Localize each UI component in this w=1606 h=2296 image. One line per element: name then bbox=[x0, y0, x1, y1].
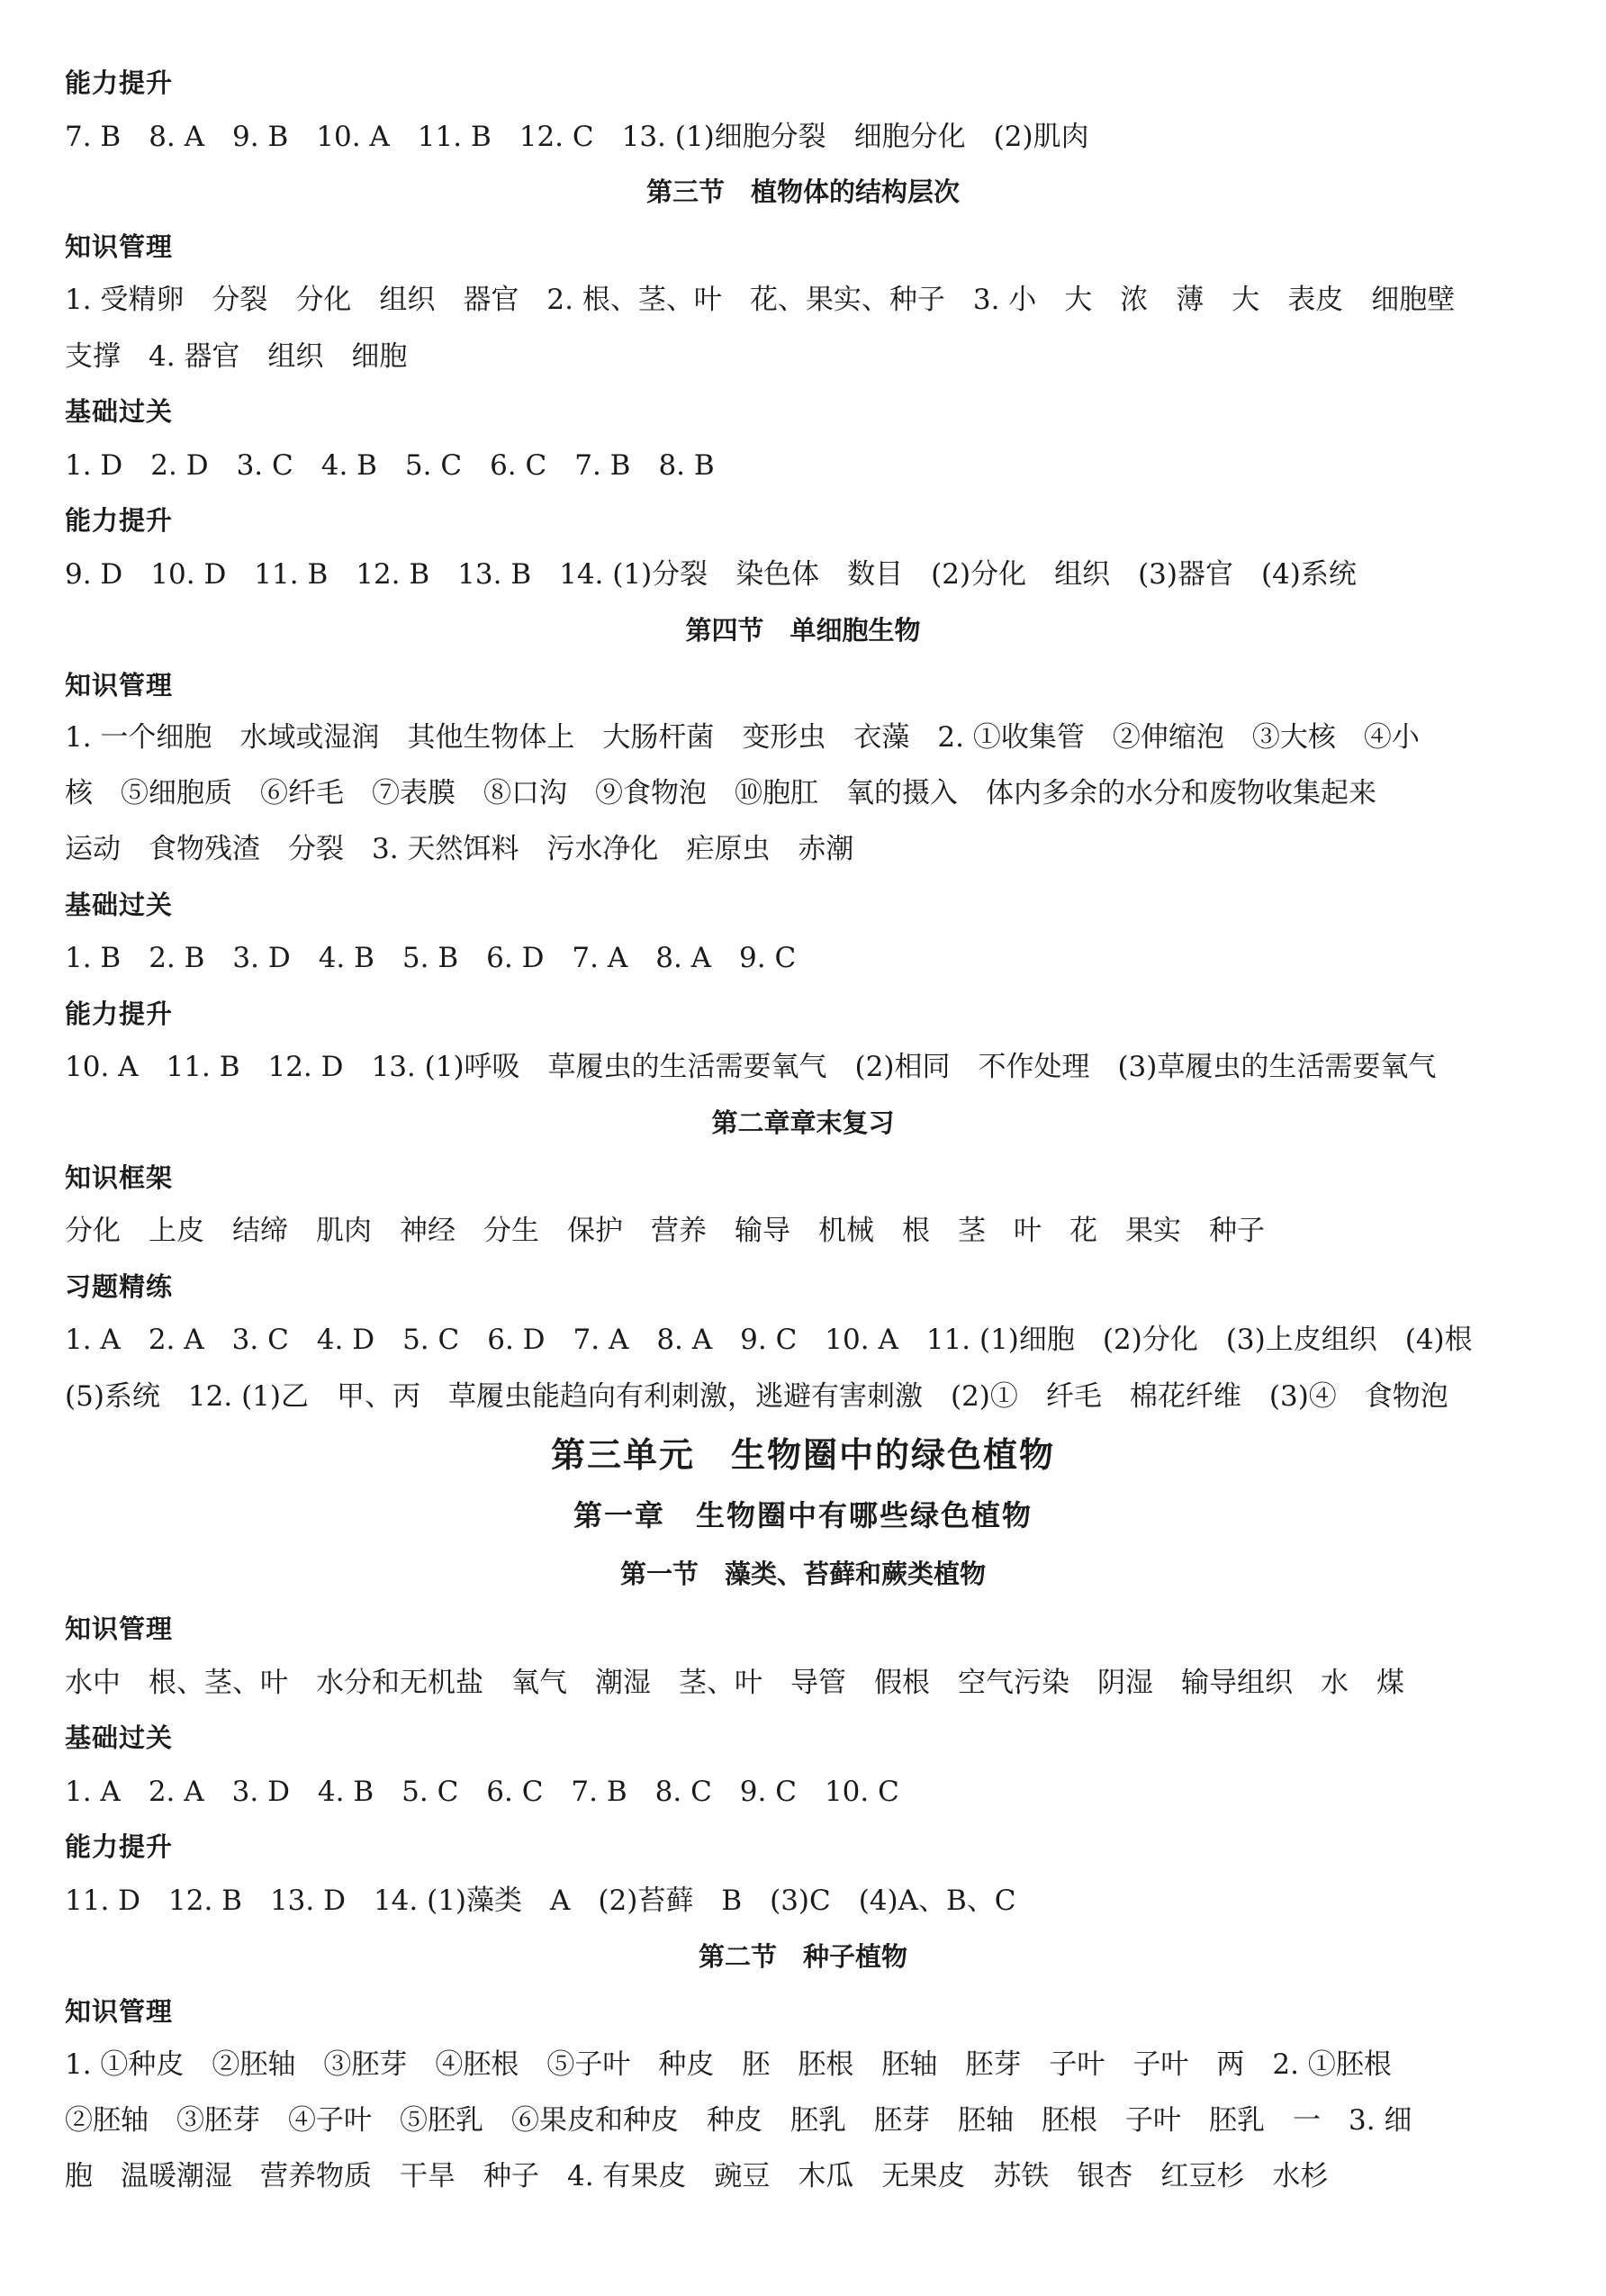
heading-practice: 习题精练 bbox=[65, 1271, 174, 1302]
section-title: 第三节 植物体的结构层次 bbox=[645, 176, 960, 207]
chapter-title: 第一章 生物圈中有哪些绿色植物 bbox=[573, 1498, 1033, 1532]
heading-knowledge-management: 知识管理 bbox=[65, 1996, 174, 2027]
heading-basic-test: 基础过关 bbox=[65, 396, 174, 427]
answer-line: 核 ⑤细胞质 ⑥纤毛 ⑦表膜 ⑧口沟 ⑨食物泡 ⑩胞肛 氧的摄入 体内多余的水分和废物收集起来 bbox=[65, 777, 1376, 809]
answer-line: ②胚轴 ③胚芽 ④子叶 ⑤胚乳 ⑥果皮和种皮 种皮 胚乳 胚芽 胚轴 胚根 子叶 胚乳 一 3. 细 bbox=[65, 2104, 1412, 2137]
answer-line: 水中 根、茎、叶 水分和无机盐 氧气 潮湿 茎、叶 导管 假根 空气污染 阴湿 输导组织 水 煤 bbox=[65, 1667, 1404, 1699]
section-title: 第二章章末复习 bbox=[711, 1107, 895, 1138]
answer-line: 10. A 11. B 12. D 13. (1)呼吸 草履虫的生活需要氧气 (2)相同 不作处理 (3)草履虫的生活需要氧气 bbox=[65, 1051, 1437, 1083]
answer-line: 1. A 2. A 3. D 4. B 5. C 6. C 7. B 8. C 9. C 10. C bbox=[65, 1776, 899, 1808]
answer-line: 1. D 2. D 3. C 4. B 5. C 6. C 7. B 8. B bbox=[65, 449, 715, 482]
answer-line: 1. B 2. B 3. D 4. B 5. B 6. D 7. A 8. A 9. C bbox=[65, 942, 797, 974]
heading-ability-improve: 能力提升 bbox=[65, 68, 174, 98]
heading-basic-test: 基础过关 bbox=[65, 890, 174, 920]
section-title: 第一节 藻类、苔藓和蕨类植物 bbox=[619, 1559, 986, 1589]
answer-line: 运动 食物残渣 分裂 3. 天然饵料 污水净化 疟原虫 赤潮 bbox=[65, 833, 854, 865]
answer-line: 1. 受精卵 分裂 分化 组织 器官 2. 根、茎、叶 花、果实、种子 3. 小 大 浓 薄 大 表皮 细胞壁 bbox=[65, 284, 1456, 316]
answer-line: (5)系统 12. (1)乙 甲、丙 草履虫能趋向有利刺激，逃避有害刺激 (2)① 纤毛 棉花纤维 (3)④ 食物泡 bbox=[65, 1380, 1448, 1413]
answer-line: 1. A 2. A 3. C 4. D 5. C 6. D 7. A 8. A 9. C 10. A 11. (1)细胞 (2)分化 (3)上皮组织 (4)根 bbox=[65, 1324, 1473, 1356]
heading-knowledge-management: 知识管理 bbox=[65, 1614, 174, 1644]
answer-line: 分化 上皮 结缔 肌肉 神经 分生 保护 营养 输导 机械 根 茎 叶 花 果实 种子 bbox=[65, 1215, 1265, 1247]
answer-line: 1. 一个细胞 水域或湿润 其他生物体上 大肠杆菌 变形虫 衣藻 2. ①收集管 ②伸缩泡 ③大核 ④小 bbox=[65, 721, 1420, 754]
heading-knowledge-framework: 知识框架 bbox=[65, 1162, 174, 1193]
section-title: 第二节 种子植物 bbox=[698, 1941, 907, 1972]
section-title: 第四节 单细胞生物 bbox=[685, 615, 921, 646]
heading-ability-improve: 能力提升 bbox=[65, 999, 174, 1029]
heading-ability-improve: 能力提升 bbox=[65, 1831, 174, 1862]
heading-knowledge-management: 知识管理 bbox=[65, 231, 174, 262]
answer-line: 胞 温暖潮湿 营养物质 干旱 种子 4. 有果皮 豌豆 木瓜 无果皮 苏铁 银杏 红豆杉 水杉 bbox=[65, 2160, 1329, 2192]
answer-line: 11. D 12. B 13. D 14. (1)藻类 A (2)苔藓 B (3)C (4)A、B、C bbox=[65, 1885, 1016, 1917]
answer-line: 1. ①种皮 ②胚轴 ③胚芽 ④胚根 ⑤子叶 种皮 胚 胚根 胚轴 胚芽 子叶 子叶 两 2. ①胚根 bbox=[65, 2048, 1392, 2081]
heading-knowledge-management: 知识管理 bbox=[65, 670, 174, 701]
heading-ability-improve: 能力提升 bbox=[65, 505, 174, 536]
answer-line: 7. B 8. A 9. B 10. A 11. B 12. C 13. (1)细胞分裂 细胞分化 (2)肌肉 bbox=[65, 121, 1089, 153]
heading-basic-test: 基础过关 bbox=[65, 1722, 174, 1753]
answer-line: 9. D 10. D 11. B 12. B 13. B 14. (1)分裂 染色体 数目 (2)分化 组织 (3)器官 (4)系统 bbox=[65, 558, 1357, 591]
unit-title: 第三单元 生物圈中的绿色植物 bbox=[550, 1435, 1055, 1475]
answer-line: 支撑 4. 器官 组织 细胞 bbox=[65, 340, 408, 373]
